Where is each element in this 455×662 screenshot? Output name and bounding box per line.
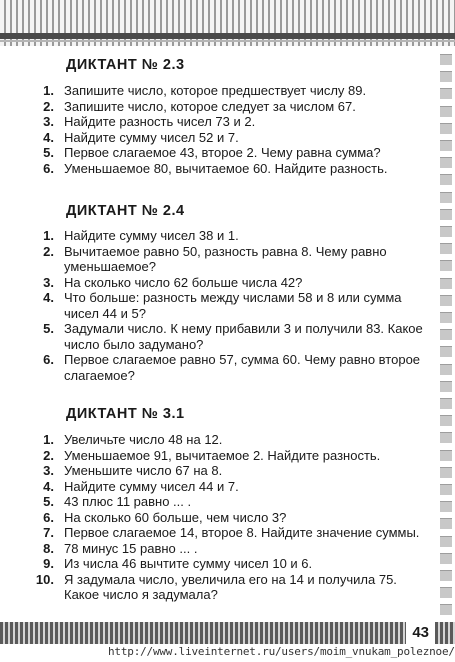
decorative-square [440, 209, 452, 220]
item-number: 3. [43, 274, 54, 290]
list-item [30, 99, 426, 115]
decorative-square [440, 501, 452, 512]
item-text: Первое слагаемое равно 57, сумма 60. Чему равно второе слагаемое? [64, 352, 421, 383]
item-number: 2. [43, 98, 54, 114]
item-text: Из числа 46 вычтите сумму чисел 10 и 6. [64, 556, 313, 571]
item-number: 2. [43, 447, 54, 463]
decorative-square [440, 260, 452, 271]
section-items [30, 228, 426, 383]
item-number: 6. [43, 160, 54, 176]
decorative-square [440, 54, 452, 65]
decorative-square [440, 329, 452, 340]
item-text: Уменьшаемое 91, вычитаемое 2. Найдите разность. [64, 447, 381, 463]
section-title: ДИКТАНТ № 2.3 [66, 57, 185, 73]
list-item [30, 290, 426, 321]
decorative-square [440, 174, 452, 185]
item-number: 7. [43, 525, 54, 540]
list-item [30, 541, 426, 557]
item-number: 8. [43, 540, 54, 556]
decorative-square [440, 553, 452, 564]
decorative-square [440, 123, 452, 134]
decorative-square [440, 450, 452, 461]
decorative-square [440, 467, 452, 478]
decorative-square [440, 587, 452, 598]
item-number: 1. [43, 83, 54, 98]
list-item [30, 161, 426, 177]
item-text: 43 плюс 11 равно ... . [64, 494, 192, 509]
item-text: На сколько 60 больше, чем число 3? [64, 509, 287, 525]
list-item [30, 275, 426, 291]
list-item [30, 352, 426, 383]
item-text: Что больше: разность между числами 58 и 8 или сумма чисел 44 и 5? [64, 290, 402, 321]
section-items [30, 432, 426, 603]
item-number: 2. [43, 243, 54, 259]
decorative-square [440, 415, 452, 426]
list-item [30, 114, 426, 130]
item-text: 78 минус 15 равно ... . [64, 540, 198, 556]
list-item [30, 448, 426, 464]
list-item [30, 510, 426, 526]
list-item [30, 479, 426, 495]
item-text: Первое слагаемое 43, второе 2. Чему равна сумма? [64, 145, 381, 160]
section-title: ДИКТАНТ № 3.1 [66, 406, 185, 422]
decorative-square [440, 192, 452, 203]
decorative-square [440, 570, 452, 581]
item-number: 9. [43, 556, 54, 571]
list-item [30, 228, 426, 244]
item-text: Найдите сумму чисел 44 и 7. [64, 478, 239, 494]
decorative-square [440, 226, 452, 237]
item-number: 1. [43, 228, 54, 243]
item-text: Задумали число. К нему прибавили 3 и получили 83. Какое число было задумано? [64, 321, 423, 352]
decorative-square [440, 243, 452, 254]
item-number: 3. [43, 463, 54, 478]
item-text: Найдите разность чисел 73 и 2. [64, 114, 256, 129]
list-item [30, 463, 426, 479]
item-text: Найдите сумму чисел 52 и 7. [64, 129, 239, 145]
item-number: 3. [43, 114, 54, 129]
top-decorative-band [0, 0, 455, 46]
side-decorative-strip [433, 46, 455, 621]
item-text: Я задумала число, увеличила его на 14 и получила 75. Какое число я задумала? [64, 571, 397, 602]
list-item [30, 572, 426, 603]
item-text: Первое слагаемое 14, второе 8. Найдите значение суммы. [64, 525, 420, 540]
decorative-square [440, 88, 452, 99]
list-item [30, 145, 426, 161]
list-item [30, 244, 426, 275]
watermark-url: http://www.liveinternet.ru/users/moim_vnukam_poleznoe/ [108, 645, 455, 658]
section-title: ДИКТАНТ № 2.4 [66, 203, 185, 219]
decorative-square [440, 295, 452, 306]
item-number: 5. [43, 321, 54, 336]
list-item [30, 432, 426, 448]
section-items [30, 83, 426, 176]
list-item [30, 494, 426, 510]
item-text: Запишите число, которое предшествует числу 89. [64, 83, 367, 98]
decorative-square [440, 157, 452, 168]
item-text: Уменьшаемое 80, вычитаемое 60. Найдите разность. [64, 160, 388, 176]
item-number: 5. [43, 494, 54, 509]
decorative-square [440, 278, 452, 289]
decorative-square [440, 484, 452, 495]
list-item [30, 130, 426, 146]
item-text: Вычитаемое равно 50, разность равна 8. Чему равно уменьшаемое? [64, 243, 387, 274]
list-item [30, 321, 426, 352]
decorative-square [440, 518, 452, 529]
item-number: 10. [35, 571, 54, 587]
item-number: 6. [43, 352, 54, 367]
item-text: На сколько число 62 больше числа 42? [64, 274, 303, 290]
item-text: Уменьшите число 67 на 8. [64, 463, 223, 478]
item-number: 1. [43, 432, 54, 447]
item-text: Увеличьте число 48 на 12. [64, 432, 223, 447]
item-text: Найдите сумму чисел 38 и 1. [64, 228, 239, 243]
decorative-square [440, 432, 452, 443]
item-number: 4. [43, 129, 54, 145]
item-number: 4. [43, 290, 54, 305]
decorative-square [440, 604, 452, 615]
decorative-square [440, 346, 452, 357]
decorative-square [440, 312, 452, 323]
list-item [30, 83, 426, 99]
item-text: Запишите число, которое следует за числом 67. [64, 98, 356, 114]
decorative-square [440, 398, 452, 409]
item-number: 5. [43, 145, 54, 160]
list-item [30, 556, 426, 572]
decorative-square [440, 71, 452, 82]
decorative-square [440, 364, 452, 375]
decorative-square [440, 381, 452, 392]
decorative-square [440, 536, 452, 547]
page-number: 43 [406, 622, 435, 644]
bottom-decorative-band [0, 622, 455, 644]
decorative-square [440, 106, 452, 117]
item-number: 6. [43, 509, 54, 525]
item-number: 4. [43, 478, 54, 494]
list-item [30, 525, 426, 541]
decorative-square [440, 140, 452, 151]
